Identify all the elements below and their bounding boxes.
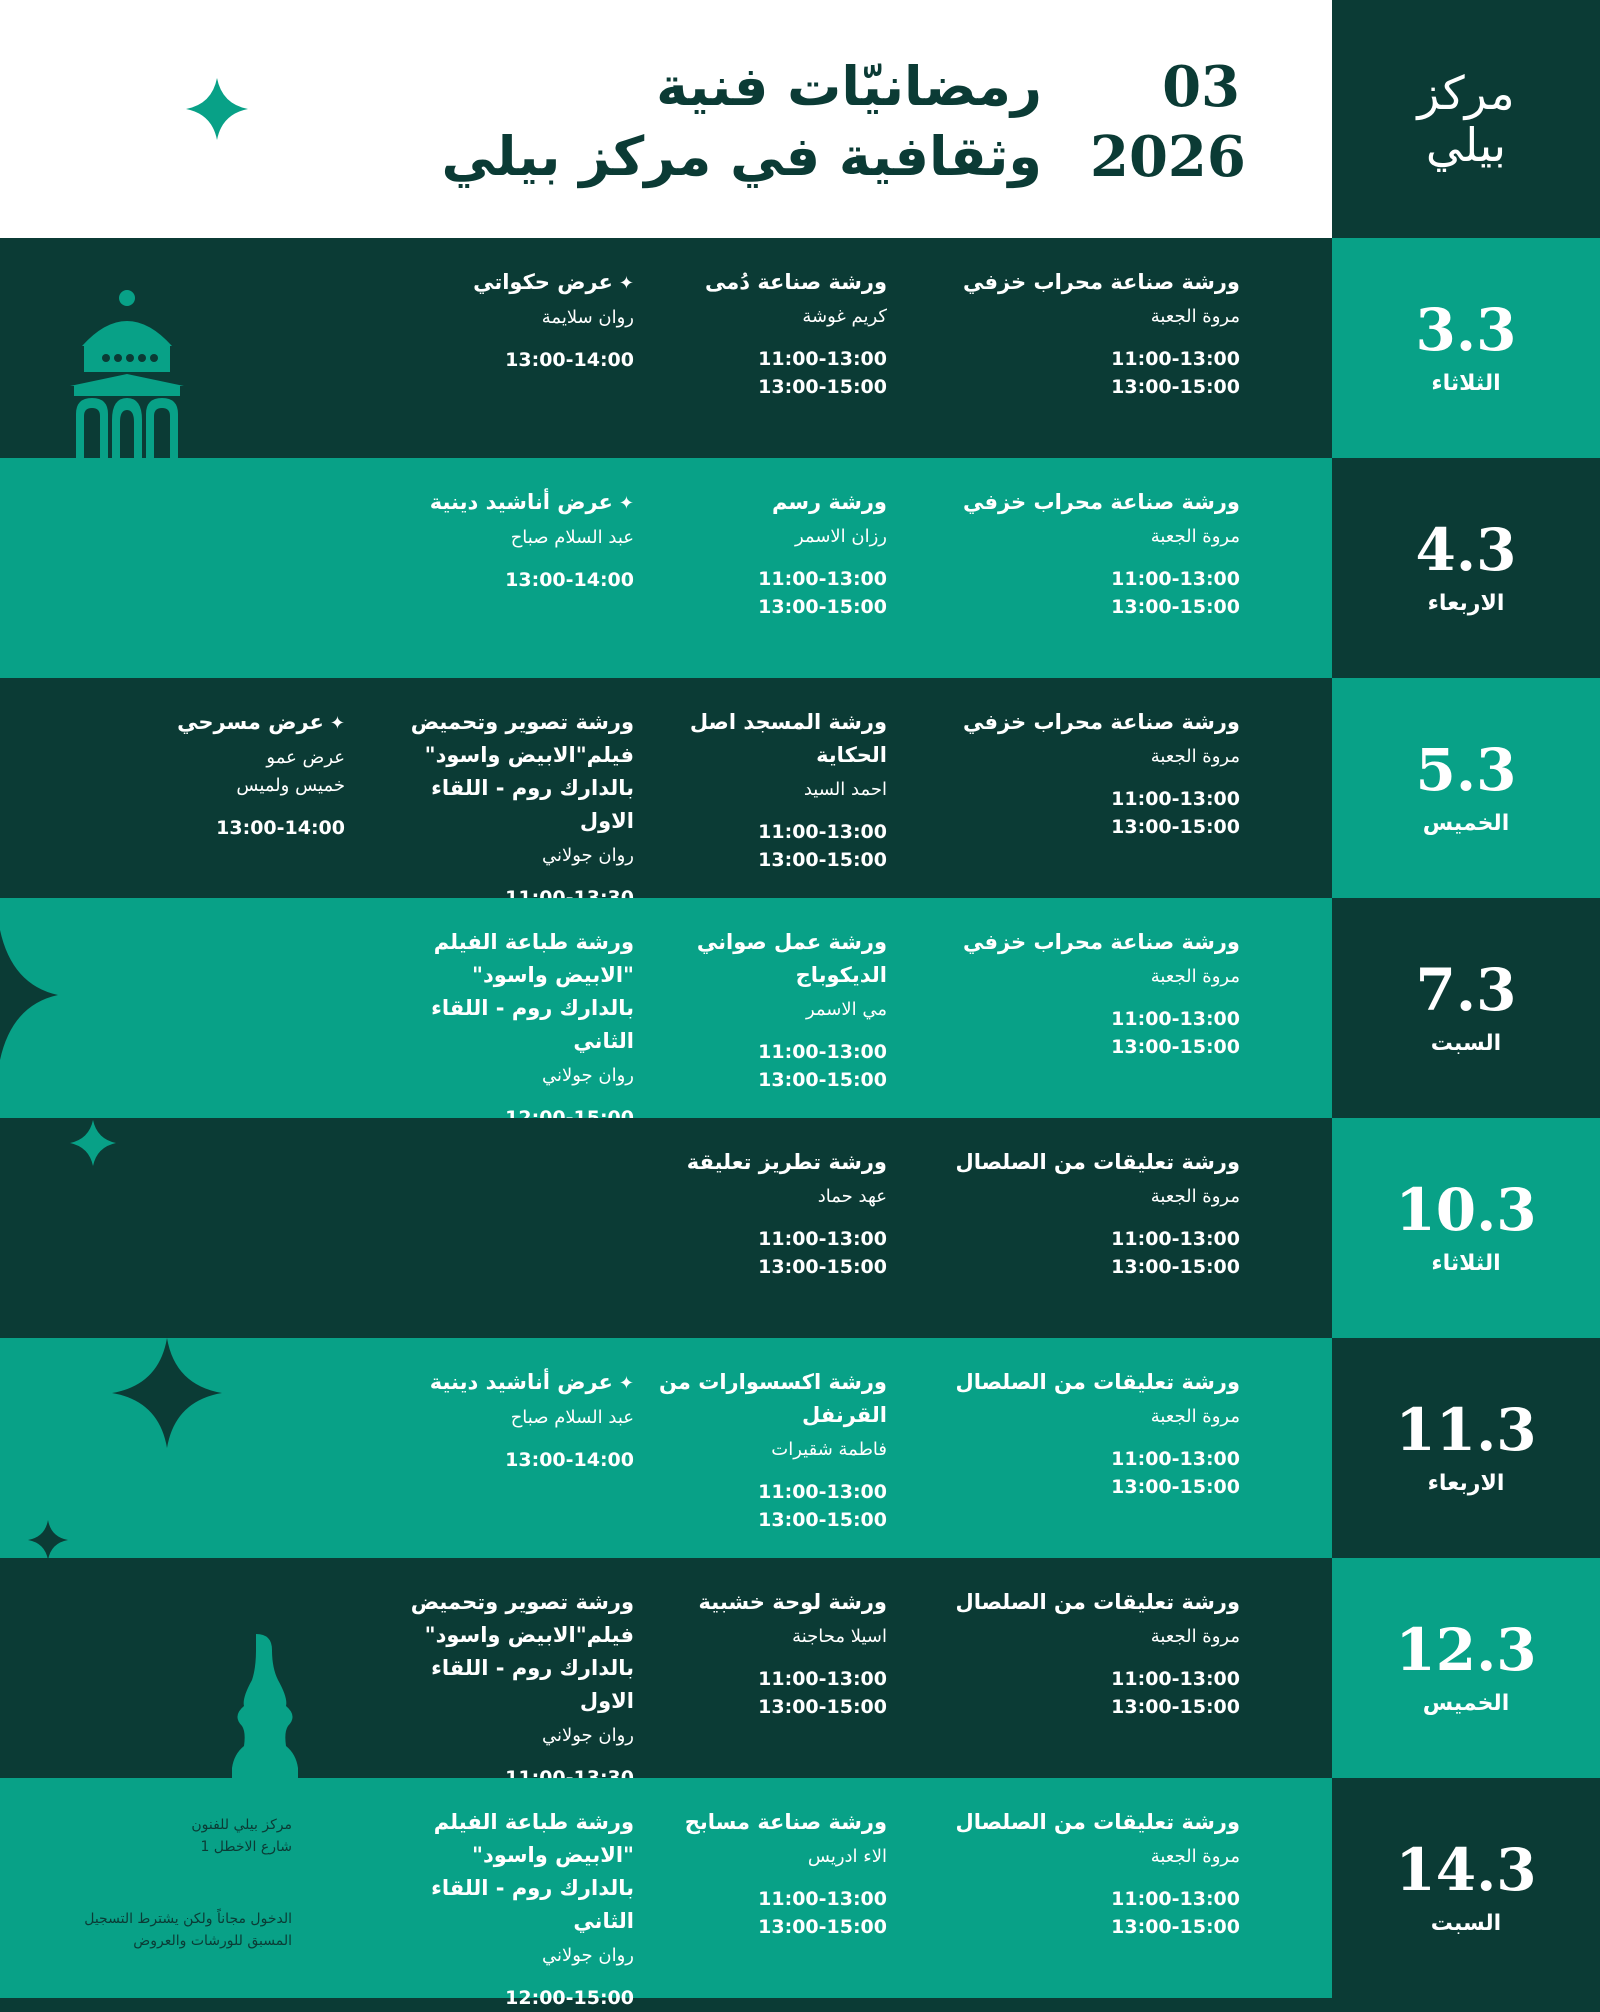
event-presenter: روان جولاني xyxy=(541,1725,634,1746)
event-time: 13:00-14:00 xyxy=(216,817,345,839)
event-presenter: عبد السلام صباح xyxy=(510,527,634,548)
logo-line-1: مركز xyxy=(1417,66,1515,120)
event-title-text: ورشة تعليقات من الصلصال xyxy=(955,1810,1240,1834)
day-name: السبت xyxy=(1430,1031,1502,1056)
event-time: 11:00-13:00 xyxy=(1111,1228,1240,1250)
event-card xyxy=(394,1366,634,1474)
day-name: الخميس xyxy=(1422,811,1510,836)
event-time: 11:00-13:00 xyxy=(758,821,887,843)
event-presenter: مروة الجعبة xyxy=(1150,306,1240,327)
event-title xyxy=(940,1586,1240,1619)
event-title-text: ورشة عمل صواني الديكوباج xyxy=(696,930,887,987)
event-time: 11:00-13:00 xyxy=(1111,1888,1240,1910)
event-title xyxy=(657,1806,887,1839)
event-presenter: رزان الاسمر xyxy=(794,526,887,547)
day-date: 10.3 xyxy=(1395,1176,1537,1244)
event-time: 11:00-13:00 xyxy=(1111,1008,1240,1030)
event-card xyxy=(657,1806,887,1941)
event-time: 13:00-15:00 xyxy=(758,596,887,618)
event-card xyxy=(940,1146,1240,1281)
star-bullet-icon: ✦ xyxy=(618,273,634,294)
event-presenter: اسيلا محاجنة xyxy=(792,1626,887,1647)
event-title xyxy=(657,706,887,772)
event-title-text: ورشة طباعة الفيلم "الابيض واسود" بالدارك روم - اللقاء الثاني xyxy=(431,1810,634,1933)
day-name: الثلاثاء xyxy=(1431,1251,1501,1276)
event-title-text: ورشة تصوير وتحميض فيلم"الابيض واسود" بالدارك روم - اللقاء الاول xyxy=(410,710,634,833)
month-year xyxy=(1090,52,1246,192)
day-row xyxy=(0,1118,1600,1338)
event-time: 13:00-15:00 xyxy=(1111,1916,1240,1938)
event-presenter-line-2: خميس ولميس xyxy=(236,775,345,796)
day-date: 3.3 xyxy=(1415,296,1517,364)
event-title-text: ورشة المسجد اصل الحكاية xyxy=(689,710,887,767)
day-row xyxy=(0,898,1600,1118)
event-card xyxy=(657,486,887,621)
event-presenter: روان جولاني xyxy=(541,845,634,866)
event-title xyxy=(394,1806,634,1938)
note-line-2: المسبق للورشات والعروض xyxy=(133,1933,292,1949)
day-name: الخميس xyxy=(1422,1691,1510,1716)
event-time: 13:00-15:00 xyxy=(758,1696,887,1718)
header xyxy=(0,0,1332,238)
event-time: 11:00-13:00 xyxy=(758,1668,887,1690)
event-presenter: احمد السيد xyxy=(803,779,887,800)
event-title-text: ورشة تصوير وتحميض فيلم"الابيض واسود" بالدارك روم - اللقاء الاول xyxy=(410,1590,634,1713)
event-time: 11:00-13:00 xyxy=(758,1481,887,1503)
event-card xyxy=(394,1586,634,1792)
day-date: 14.3 xyxy=(1395,1836,1537,1904)
event-card xyxy=(657,1146,887,1281)
event-title-text: عرض مسرحي xyxy=(177,710,324,734)
event-title xyxy=(394,1586,634,1718)
event-title xyxy=(657,1146,887,1179)
event-time: 11:00-13:00 xyxy=(1111,1668,1240,1690)
event-time: 11:00-13:00 xyxy=(758,1228,887,1250)
event-time: 13:00-15:00 xyxy=(1111,1476,1240,1498)
event-card xyxy=(940,486,1240,621)
logo-line-2: بيلي xyxy=(1425,118,1507,172)
star-icon xyxy=(186,78,248,140)
day-cell xyxy=(1332,458,1600,678)
event-title xyxy=(940,1146,1240,1179)
event-time: 13:00-14:00 xyxy=(505,1449,634,1471)
day-date: 7.3 xyxy=(1415,956,1517,1024)
event-card xyxy=(394,706,634,912)
event-presenter: عبد السلام صباح xyxy=(510,1407,634,1428)
tiny-star-icon xyxy=(28,1520,68,1560)
day-cell xyxy=(1332,1558,1600,1778)
note-line-1: الدخول مجاناً ولكن يشترط التسجيل xyxy=(84,1911,292,1927)
event-time: 13:00-14:00 xyxy=(505,349,634,371)
day-row xyxy=(0,238,1600,458)
event-card xyxy=(657,926,887,1094)
event-card xyxy=(394,926,634,1132)
event-card xyxy=(657,706,887,874)
day-name: السبت xyxy=(1430,1911,1502,1936)
event-presenter: مروة الجعبة xyxy=(1150,1186,1240,1207)
day-cell xyxy=(1332,1118,1600,1338)
event-time: 11:00-13:00 xyxy=(758,1041,887,1063)
year: 2026 xyxy=(1090,124,1246,190)
event-title-text: ورشة صناعة محراب خزفي xyxy=(963,490,1240,514)
address xyxy=(40,1814,292,1858)
event-presenter: الاء ادريس xyxy=(807,1846,887,1867)
event-time: 11:00-13:00 xyxy=(1111,348,1240,370)
month: 03 xyxy=(1162,54,1240,120)
crescent-moon-icon xyxy=(30,36,230,246)
event-card xyxy=(175,706,345,842)
event-title-text: ورشة صناعة محراب خزفي xyxy=(963,270,1240,294)
event-title xyxy=(657,926,887,992)
event-card xyxy=(394,1806,634,2012)
day-cell xyxy=(1332,238,1600,458)
event-time: 13:00-15:00 xyxy=(1111,596,1240,618)
event-presenter: مروة الجعبة xyxy=(1150,1626,1240,1647)
star-bullet-icon: ✦ xyxy=(329,713,345,734)
event-time: 13:00-15:00 xyxy=(1111,816,1240,838)
event-title xyxy=(940,926,1240,959)
event-time: 13:00-15:00 xyxy=(1111,1036,1240,1058)
event-time: 13:00-15:00 xyxy=(758,1069,887,1091)
event-card xyxy=(940,706,1240,841)
day-row xyxy=(0,1778,1600,2009)
event-title xyxy=(394,706,634,838)
day-row xyxy=(0,678,1600,898)
address-line-2: شارع الاخطل 1 xyxy=(200,1839,292,1855)
event-title-text: ورشة لوحة خشبية xyxy=(698,1590,887,1614)
event-time: 11:00-13:00 xyxy=(758,1888,887,1910)
lantern-icon xyxy=(62,286,192,458)
event-time: 13:00-15:00 xyxy=(758,1256,887,1278)
event-title-text: عرض حكواتي xyxy=(473,270,613,294)
day-date: 12.3 xyxy=(1395,1616,1537,1684)
event-time: 12:00-15:00 xyxy=(505,1987,634,2009)
event-presenter: عرض عمو xyxy=(266,747,345,768)
event-card xyxy=(394,266,634,374)
event-presenter: عهد حماد xyxy=(817,1186,887,1207)
event-title xyxy=(394,486,634,520)
event-title xyxy=(394,266,634,300)
event-time: 13:00-15:00 xyxy=(1111,1696,1240,1718)
event-time: 11:00-13:00 xyxy=(1111,788,1240,810)
event-title xyxy=(657,1366,887,1432)
event-time: 13:00-15:00 xyxy=(1111,376,1240,398)
event-card xyxy=(657,1586,887,1721)
event-presenter: روان جولاني xyxy=(541,1945,634,1966)
event-title xyxy=(940,706,1240,739)
day-date: 11.3 xyxy=(1395,1396,1537,1464)
event-title-text: ورشة تعليقات من الصلصال xyxy=(955,1590,1240,1614)
event-presenter: مروة الجعبة xyxy=(1150,526,1240,547)
event-card xyxy=(940,1586,1240,1721)
event-title-text: ورشة صناعة مسابح xyxy=(684,1810,887,1834)
event-presenter: مروة الجعبة xyxy=(1150,1846,1240,1867)
event-time: 11:00-13:00 xyxy=(758,348,887,370)
event-presenter: فاطمة شقيرات xyxy=(771,1439,887,1460)
event-card xyxy=(657,266,887,401)
day-date: 5.3 xyxy=(1415,736,1517,804)
event-time: 13:00-15:00 xyxy=(758,1509,887,1531)
event-title-text: ورشة تعليقات من الصلصال xyxy=(955,1370,1240,1394)
event-title-text: ورشة رسم xyxy=(771,490,887,514)
star-bullet-icon: ✦ xyxy=(618,493,634,514)
event-presenter: مروة الجعبة xyxy=(1150,1406,1240,1427)
event-presenter: روان سلايمة xyxy=(541,307,634,328)
small-star-icon xyxy=(70,1120,116,1166)
day-name: الاربعاء xyxy=(1427,591,1505,616)
event-time: 13:00-15:00 xyxy=(1111,1256,1240,1278)
registration-note xyxy=(40,1908,292,1952)
day-cell xyxy=(1332,1338,1600,1558)
event-presenter: مروة الجعبة xyxy=(1150,966,1240,987)
page-title xyxy=(422,52,1042,192)
event-title xyxy=(940,266,1240,299)
event-presenter: كريم غوشة xyxy=(802,306,887,327)
event-title xyxy=(175,706,345,740)
event-title xyxy=(394,926,634,1058)
event-time: 13:00-15:00 xyxy=(758,376,887,398)
event-card xyxy=(940,1806,1240,1941)
event-title-text: ورشة صناعة دُمى xyxy=(704,270,887,294)
event-time: 13:00-14:00 xyxy=(505,569,634,591)
event-title xyxy=(657,1586,887,1619)
event-title-text: ورشة طباعة الفيلم "الابيض واسود" بالدارك روم - اللقاء الثاني xyxy=(431,930,634,1053)
event-title xyxy=(657,486,887,519)
day-cell xyxy=(1332,678,1600,898)
event-title-text: ورشة تطريز تعليقة xyxy=(686,1150,887,1174)
event-title-text: عرض أناشيد دينية xyxy=(429,1370,613,1394)
event-time: 13:00-15:00 xyxy=(758,849,887,871)
event-time: 11:00-13:00 xyxy=(1111,568,1240,590)
event-card xyxy=(940,266,1240,401)
event-title-text: عرض أناشيد دينية xyxy=(429,490,613,514)
event-title xyxy=(940,1806,1240,1839)
large-star-icon xyxy=(112,1338,222,1448)
event-time: 13:00-15:00 xyxy=(758,1916,887,1938)
event-title xyxy=(657,266,887,299)
event-title-text: ورشة اكسسوارات من القرنفل xyxy=(659,1370,887,1427)
event-presenter: مروة الجعبة xyxy=(1150,746,1240,767)
address-line-1: مركز بيلي للفنون xyxy=(191,1817,292,1833)
star-edge-icon xyxy=(0,930,60,1060)
day-cell xyxy=(1332,898,1600,1118)
day-row xyxy=(0,1338,1600,1558)
logo xyxy=(1332,0,1600,238)
event-title-text: ورشة صناعة محراب خزفي xyxy=(963,710,1240,734)
lamp-icon xyxy=(226,1634,302,1780)
day-date: 4.3 xyxy=(1415,516,1517,584)
day-name: الاربعاء xyxy=(1427,1471,1505,1496)
event-presenter: مي الاسمر xyxy=(805,999,887,1020)
event-card xyxy=(657,1366,887,1534)
event-card xyxy=(940,1366,1240,1501)
event-title xyxy=(940,486,1240,519)
star-bullet-icon: ✦ xyxy=(618,1373,634,1394)
title-line-1: رمضانيّات فنية xyxy=(656,55,1042,118)
event-card xyxy=(394,486,634,594)
event-presenter: روان جولاني xyxy=(541,1065,634,1086)
day-row xyxy=(0,458,1600,678)
event-title xyxy=(940,1366,1240,1399)
event-title xyxy=(394,1366,634,1400)
title-line-2: وثقافية في مركز بيلي xyxy=(441,125,1042,188)
event-title-text: ورشة صناعة محراب خزفي xyxy=(963,930,1240,954)
event-time: 11:00-13:00 xyxy=(758,568,887,590)
day-name: الثلاثاء xyxy=(1431,371,1501,396)
event-title-text: ورشة تعليقات من الصلصال xyxy=(955,1150,1240,1174)
event-card xyxy=(940,926,1240,1061)
event-time: 11:00-13:00 xyxy=(1111,1448,1240,1470)
day-cell xyxy=(1332,1778,1600,1998)
